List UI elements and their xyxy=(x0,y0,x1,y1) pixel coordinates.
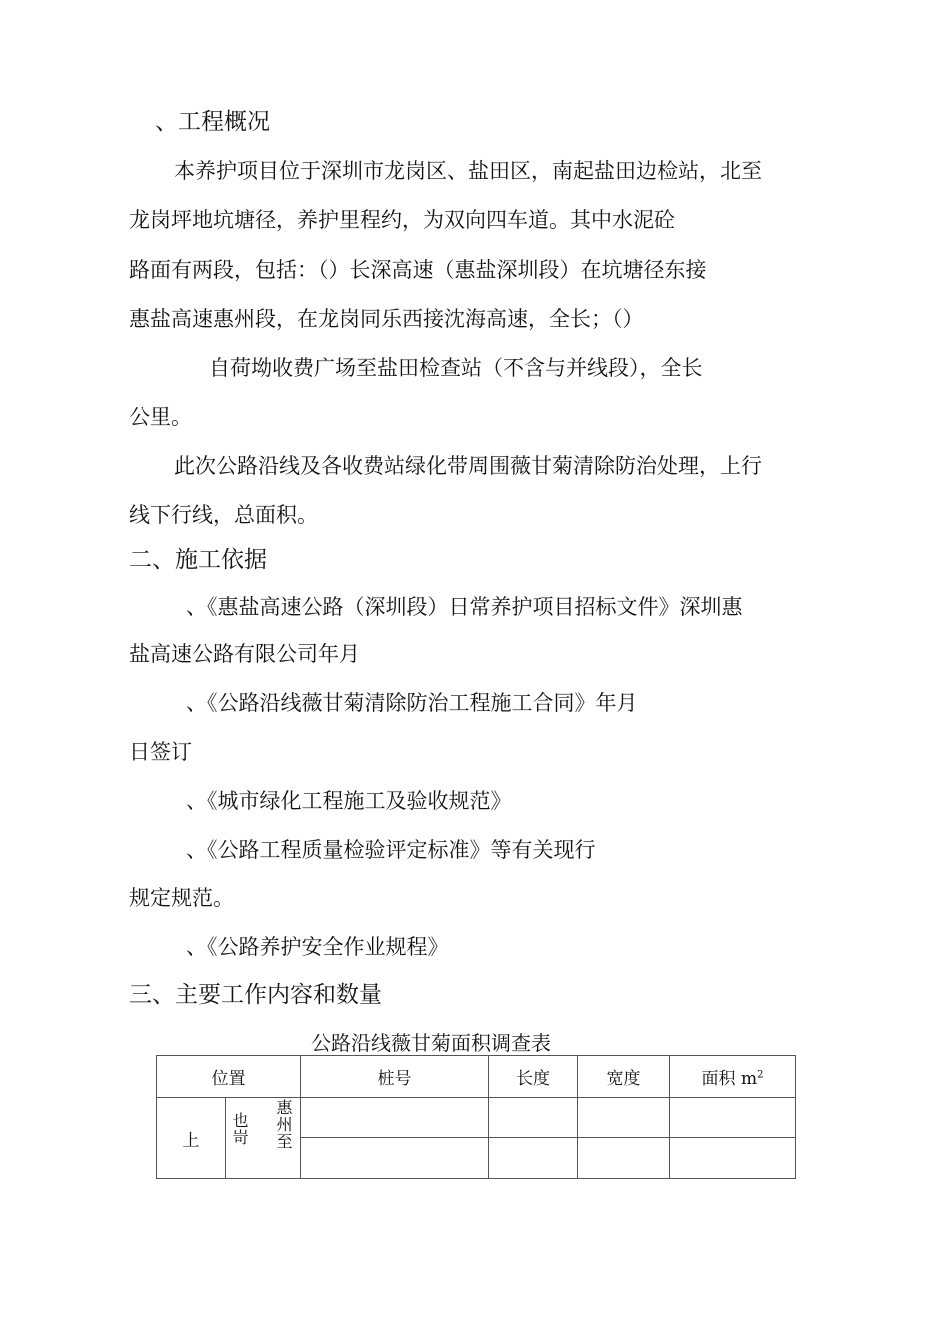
section-1-line: 惠盐高速惠州段，在龙岗同乐西接沈海高速，全长；（） xyxy=(129,307,644,331)
station-cell xyxy=(301,1138,489,1179)
area-unit: m xyxy=(740,1069,758,1089)
area-survey-table xyxy=(156,1055,796,1179)
section-1-line: 自荷坳收费广场至盐田检查站（不含与并线段），全长 xyxy=(209,356,703,380)
section-1-line: 本养护项目位于深圳市龙岗区、盐田区，南起盐田边检站，北至 xyxy=(174,159,762,183)
section-1-line: 此次公路沿线及各收费站绿化带周围薇甘菊清除防治处理，上行 xyxy=(174,454,762,478)
header-station: 桩号 xyxy=(301,1056,489,1098)
table-caption: 公路沿线薇甘菊面积调查表 xyxy=(311,1031,551,1055)
area-cell xyxy=(670,1098,796,1138)
width-cell xyxy=(578,1138,670,1179)
section-1-line: 公里。 xyxy=(129,405,192,429)
section-2-line: 规定规范。 xyxy=(129,886,234,910)
header-width: 宽度 xyxy=(578,1056,670,1098)
header-area xyxy=(670,1056,796,1098)
section-2-line: 、《公路工程质量检验评定标准》等有关现行 xyxy=(186,838,596,862)
header-position: 位置 xyxy=(157,1056,301,1098)
width-cell xyxy=(578,1098,670,1138)
station-cell xyxy=(301,1098,489,1138)
length-cell xyxy=(489,1138,578,1179)
section-1-heading: 、工程概况 xyxy=(155,109,270,135)
segment-text-b: 惠州至 xyxy=(274,1099,293,1150)
section-2-line: 、《公路沿线薇甘菊清除防治工程施工合同》年月 xyxy=(186,691,638,715)
direction-cell: 上 xyxy=(157,1098,226,1179)
section-2-line: 盐高速公路有限公司年月 xyxy=(129,642,360,666)
section-1-line: 线下行线，总面积。 xyxy=(129,503,318,527)
segment-text-a: 也岢 xyxy=(230,1112,249,1146)
section-2-line: 、《惠盐高速公路（深圳段）日常养护项目招标文件》深圳惠 xyxy=(186,595,743,619)
section-1-line: 路面有两段，包括：（）长深高速（惠盐深圳段）在坑塘径东接 xyxy=(129,258,707,282)
section-1-line: 龙岗坪地坑塘径，养护里程约，为双向四车道。其中水泥砼 xyxy=(129,208,675,232)
area-unit-exponent: 2 xyxy=(757,1069,764,1081)
section-2-line: 、《公路养护安全作业规程》 xyxy=(186,935,449,959)
segment-cell xyxy=(226,1098,301,1179)
area-cell xyxy=(670,1138,796,1179)
section-3-heading: 三、主要工作内容和数量 xyxy=(129,982,382,1008)
section-2-heading: 二、施工依据 xyxy=(129,547,267,573)
header-length: 长度 xyxy=(489,1056,578,1098)
section-2-line: 日签订 xyxy=(129,740,192,764)
length-cell xyxy=(489,1098,578,1138)
header-area-label: 面积 xyxy=(701,1069,736,1089)
section-2-line: 、《城市绿化工程施工及验收规范》 xyxy=(186,789,512,813)
